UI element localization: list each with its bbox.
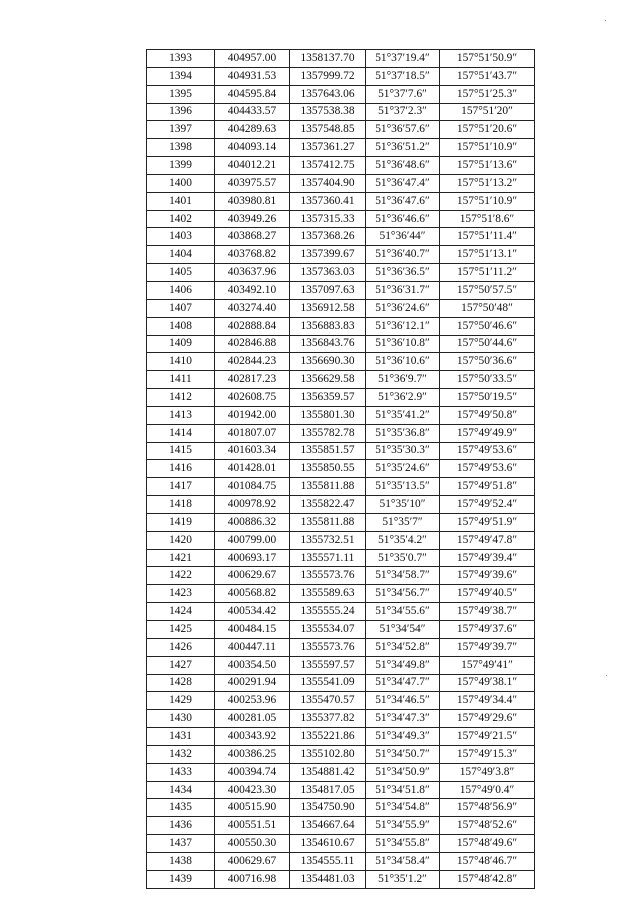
- longitude-cell: 157°49′29.6″: [440, 710, 535, 728]
- table-row: [147, 50, 535, 68]
- latitude-cell: 51°36′2.9″: [366, 389, 440, 407]
- x-coordinate-cell: 400281.05: [215, 710, 290, 728]
- longitude-cell: 157°50′36.6″: [440, 353, 535, 371]
- table-row: [147, 585, 535, 603]
- x-coordinate-cell: 400343.92: [215, 728, 290, 746]
- longitude-cell: 157°49′53.6″: [440, 460, 535, 478]
- point-number-cell: 1395: [147, 85, 215, 103]
- table-row: [147, 174, 535, 192]
- x-coordinate-cell: 400978.92: [215, 496, 290, 514]
- point-number-cell: 1397: [147, 121, 215, 139]
- latitude-cell: 51°36′47.4″: [366, 174, 440, 192]
- table-row: [147, 835, 535, 853]
- point-number-cell: 1432: [147, 745, 215, 763]
- longitude-cell: 157°51′11.4″: [440, 228, 535, 246]
- y-coordinate-cell: 1357360.41: [290, 192, 366, 210]
- point-number-cell: 1422: [147, 567, 215, 585]
- table-row: [147, 567, 535, 585]
- y-coordinate-cell: 1357643.06: [290, 85, 366, 103]
- table-row: [147, 406, 535, 424]
- point-number-cell: 1425: [147, 621, 215, 639]
- x-coordinate-cell: 404595.84: [215, 85, 290, 103]
- point-number-cell: 1430: [147, 710, 215, 728]
- table-row: [147, 674, 535, 692]
- table-row: [147, 424, 535, 442]
- latitude-cell: 51°34′52.8″: [366, 638, 440, 656]
- longitude-cell: 157°49′41″: [440, 656, 535, 674]
- longitude-cell: 157°51′11.2″: [440, 264, 535, 282]
- x-coordinate-cell: 400716.98: [215, 870, 290, 888]
- point-number-cell: 1393: [147, 50, 215, 68]
- table-row: [147, 692, 535, 710]
- longitude-cell: 157°50′57.5″: [440, 281, 535, 299]
- latitude-cell: 51°34′49.8″: [366, 656, 440, 674]
- latitude-cell: 51°34′56.7″: [366, 585, 440, 603]
- x-coordinate-cell: 400354.50: [215, 656, 290, 674]
- y-coordinate-cell: 1354817.05: [290, 781, 366, 799]
- y-coordinate-cell: 1355589.63: [290, 585, 366, 603]
- y-coordinate-cell: 1355555.24: [290, 603, 366, 621]
- x-coordinate-cell: 403949.26: [215, 210, 290, 228]
- table-row: [147, 710, 535, 728]
- y-coordinate-cell: 1356690.30: [290, 353, 366, 371]
- x-coordinate-cell: 400386.25: [215, 745, 290, 763]
- longitude-cell: 157°49′39.7″: [440, 638, 535, 656]
- longitude-cell: 157°51′10.9″: [440, 139, 535, 157]
- table-row: [147, 281, 535, 299]
- point-number-cell: 1402: [147, 210, 215, 228]
- point-number-cell: 1394: [147, 67, 215, 85]
- point-number-cell: 1408: [147, 317, 215, 335]
- point-number-cell: 1427: [147, 656, 215, 674]
- table-row: [147, 549, 535, 567]
- latitude-cell: 51°37′18.5″: [366, 67, 440, 85]
- y-coordinate-cell: 1354750.90: [290, 799, 366, 817]
- x-coordinate-cell: 404012.21: [215, 157, 290, 175]
- table-row: [147, 67, 535, 85]
- y-coordinate-cell: 1355102.80: [290, 745, 366, 763]
- x-coordinate-cell: 403637.96: [215, 264, 290, 282]
- point-number-cell: 1399: [147, 157, 215, 175]
- y-coordinate-cell: 1355801.30: [290, 406, 366, 424]
- latitude-cell: 51°36′40.7″: [366, 246, 440, 264]
- table-row: [147, 728, 535, 746]
- point-number-cell: 1437: [147, 835, 215, 853]
- table-row: [147, 121, 535, 139]
- longitude-cell: 157°49′34.4″: [440, 692, 535, 710]
- latitude-cell: 51°34′55.9″: [366, 817, 440, 835]
- table-row: [147, 299, 535, 317]
- latitude-cell: 51°36′10.8″: [366, 335, 440, 353]
- longitude-cell: 157°49′39.4″: [440, 549, 535, 567]
- latitude-cell: 51°36′31.7″: [366, 281, 440, 299]
- y-coordinate-cell: 1355377.82: [290, 710, 366, 728]
- point-number-cell: 1429: [147, 692, 215, 710]
- longitude-cell: 157°50′33.5″: [440, 371, 535, 389]
- longitude-cell: 157°51′13.1″: [440, 246, 535, 264]
- latitude-cell: 51°36′12.1″: [366, 317, 440, 335]
- latitude-cell: 51°34′51.8″: [366, 781, 440, 799]
- x-coordinate-cell: 400484.15: [215, 621, 290, 639]
- table-row: [147, 496, 535, 514]
- point-number-cell: 1419: [147, 513, 215, 531]
- latitude-cell: 51°35′7″: [366, 513, 440, 531]
- longitude-cell: 157°48′52.6″: [440, 817, 535, 835]
- point-number-cell: 1439: [147, 870, 215, 888]
- latitude-cell: 51°34′55.6″: [366, 603, 440, 621]
- table-row: [147, 817, 535, 835]
- latitude-cell: 51°35′13.5″: [366, 478, 440, 496]
- latitude-cell: 51°37′2.3″: [366, 103, 440, 121]
- y-coordinate-cell: 1355221.86: [290, 728, 366, 746]
- longitude-cell: 157°49′15.3″: [440, 745, 535, 763]
- x-coordinate-cell: 404433.57: [215, 103, 290, 121]
- latitude-cell: 51°34′46.5″: [366, 692, 440, 710]
- latitude-cell: 51°34′55.8″: [366, 835, 440, 853]
- longitude-cell: 157°51′13.6″: [440, 157, 535, 175]
- point-number-cell: 1398: [147, 139, 215, 157]
- longitude-cell: 157°51′20″: [440, 103, 535, 121]
- y-coordinate-cell: 1356843.76: [290, 335, 366, 353]
- longitude-cell: 157°51′25.3″: [440, 85, 535, 103]
- y-coordinate-cell: 1357399.67: [290, 246, 366, 264]
- x-coordinate-cell: 400693.17: [215, 549, 290, 567]
- x-coordinate-cell: 404093.14: [215, 139, 290, 157]
- latitude-cell: 51°36′47.6″: [366, 192, 440, 210]
- latitude-cell: 51°37′7.6″: [366, 85, 440, 103]
- point-number-cell: 1435: [147, 799, 215, 817]
- point-number-cell: 1412: [147, 389, 215, 407]
- latitude-cell: 51°35′41.2″: [366, 406, 440, 424]
- latitude-cell: 51°34′58.7″: [366, 567, 440, 585]
- point-number-cell: 1434: [147, 781, 215, 799]
- table-row: [147, 763, 535, 781]
- y-coordinate-cell: 1356629.58: [290, 371, 366, 389]
- point-number-cell: 1438: [147, 852, 215, 870]
- longitude-cell: 157°49′0.4″: [440, 781, 535, 799]
- y-coordinate-cell: 1357097.63: [290, 281, 366, 299]
- latitude-cell: 51°36′51.2″: [366, 139, 440, 157]
- longitude-cell: 157°50′19.5″: [440, 389, 535, 407]
- point-number-cell: 1424: [147, 603, 215, 621]
- y-coordinate-cell: 1354881.42: [290, 763, 366, 781]
- table-row: [147, 103, 535, 121]
- x-coordinate-cell: 403975.57: [215, 174, 290, 192]
- longitude-cell: 157°50′46.6″: [440, 317, 535, 335]
- point-number-cell: 1426: [147, 638, 215, 656]
- table-row: [147, 513, 535, 531]
- y-coordinate-cell: 1355822.47: [290, 496, 366, 514]
- table-row: [147, 157, 535, 175]
- y-coordinate-cell: 1357368.26: [290, 228, 366, 246]
- x-coordinate-cell: 404289.63: [215, 121, 290, 139]
- x-coordinate-cell: 400291.94: [215, 674, 290, 692]
- longitude-cell: 157°51′8.6″: [440, 210, 535, 228]
- point-number-cell: 1396: [147, 103, 215, 121]
- point-number-cell: 1411: [147, 371, 215, 389]
- table-row: [147, 852, 535, 870]
- longitude-cell: 157°49′37.6″: [440, 621, 535, 639]
- table-row: [147, 870, 535, 888]
- coordinates-table: [146, 49, 535, 889]
- table-row: [147, 799, 535, 817]
- y-coordinate-cell: 1357363.03: [290, 264, 366, 282]
- table-row: [147, 603, 535, 621]
- x-coordinate-cell: 404931.53: [215, 67, 290, 85]
- longitude-cell: 157°49′47.8″: [440, 531, 535, 549]
- x-coordinate-cell: 400629.67: [215, 567, 290, 585]
- x-coordinate-cell: 402844.23: [215, 353, 290, 371]
- point-number-cell: 1416: [147, 460, 215, 478]
- latitude-cell: 51°36′9.7″: [366, 371, 440, 389]
- y-coordinate-cell: 1354667.64: [290, 817, 366, 835]
- y-coordinate-cell: 1357999.72: [290, 67, 366, 85]
- table-row: [147, 656, 535, 674]
- y-coordinate-cell: 1357315.33: [290, 210, 366, 228]
- y-coordinate-cell: 1355851.57: [290, 442, 366, 460]
- x-coordinate-cell: 402817.23: [215, 371, 290, 389]
- y-coordinate-cell: 1357404.90: [290, 174, 366, 192]
- latitude-cell: 51°34′50.7″: [366, 745, 440, 763]
- table-row: [147, 353, 535, 371]
- x-coordinate-cell: 401942.00: [215, 406, 290, 424]
- y-coordinate-cell: 1354481.03: [290, 870, 366, 888]
- latitude-cell: 51°35′10″: [366, 496, 440, 514]
- x-coordinate-cell: 401603.34: [215, 442, 290, 460]
- latitude-cell: 51°34′50.9″: [366, 763, 440, 781]
- point-number-cell: 1400: [147, 174, 215, 192]
- x-coordinate-cell: 402846.88: [215, 335, 290, 353]
- table-row: [147, 246, 535, 264]
- y-coordinate-cell: 1354610.67: [290, 835, 366, 853]
- latitude-cell: 51°34′54″: [366, 621, 440, 639]
- longitude-cell: 157°49′3.8″: [440, 763, 535, 781]
- longitude-cell: 157°51′10.9″: [440, 192, 535, 210]
- table-row: [147, 317, 535, 335]
- point-number-cell: 1436: [147, 817, 215, 835]
- point-number-cell: 1403: [147, 228, 215, 246]
- table-row: [147, 460, 535, 478]
- y-coordinate-cell: 1355732.51: [290, 531, 366, 549]
- y-coordinate-cell: 1355597.57: [290, 656, 366, 674]
- longitude-cell: 157°49′49.9″: [440, 424, 535, 442]
- table-row: [147, 442, 535, 460]
- longitude-cell: 157°49′53.6″: [440, 442, 535, 460]
- table-row: [147, 139, 535, 157]
- x-coordinate-cell: 401428.01: [215, 460, 290, 478]
- y-coordinate-cell: 1355470.57: [290, 692, 366, 710]
- point-number-cell: 1405: [147, 264, 215, 282]
- table-row: [147, 85, 535, 103]
- y-coordinate-cell: 1355782.78: [290, 424, 366, 442]
- point-number-cell: 1409: [147, 335, 215, 353]
- y-coordinate-cell: 1356883.83: [290, 317, 366, 335]
- x-coordinate-cell: 400394.74: [215, 763, 290, 781]
- x-coordinate-cell: 403492.10: [215, 281, 290, 299]
- longitude-cell: 157°51′20.6″: [440, 121, 535, 139]
- longitude-cell: 157°48′42.8″: [440, 870, 535, 888]
- point-number-cell: 1415: [147, 442, 215, 460]
- latitude-cell: 51°36′46.6″: [366, 210, 440, 228]
- latitude-cell: 51°34′47.3″: [366, 710, 440, 728]
- y-coordinate-cell: 1355811.88: [290, 513, 366, 531]
- point-number-cell: 1414: [147, 424, 215, 442]
- table-row: [147, 621, 535, 639]
- longitude-cell: 157°49′21.5″: [440, 728, 535, 746]
- longitude-cell: 157°49′52.4″: [440, 496, 535, 514]
- y-coordinate-cell: 1357548.85: [290, 121, 366, 139]
- x-coordinate-cell: 403274.40: [215, 299, 290, 317]
- table-row: [147, 745, 535, 763]
- point-number-cell: 1420: [147, 531, 215, 549]
- point-number-cell: 1423: [147, 585, 215, 603]
- longitude-cell: 157°51′43.7″: [440, 67, 535, 85]
- x-coordinate-cell: 403768.82: [215, 246, 290, 264]
- latitude-cell: 51°35′4.2″: [366, 531, 440, 549]
- longitude-cell: 157°51′50.9″: [440, 50, 535, 68]
- point-number-cell: 1407: [147, 299, 215, 317]
- y-coordinate-cell: 1355573.76: [290, 567, 366, 585]
- longitude-cell: 157°49′40.5″: [440, 585, 535, 603]
- point-number-cell: 1410: [147, 353, 215, 371]
- table-row: [147, 228, 535, 246]
- latitude-cell: 51°35′1.2″: [366, 870, 440, 888]
- x-coordinate-cell: 400253.96: [215, 692, 290, 710]
- longitude-cell: 157°48′49.6″: [440, 835, 535, 853]
- x-coordinate-cell: 400423.30: [215, 781, 290, 799]
- x-coordinate-cell: 402608.75: [215, 389, 290, 407]
- x-coordinate-cell: 400629.67: [215, 852, 290, 870]
- longitude-cell: 157°48′46.7″: [440, 852, 535, 870]
- latitude-cell: 51°34′58.4″: [366, 852, 440, 870]
- latitude-cell: 51°35′36.8″: [366, 424, 440, 442]
- table-row: [147, 389, 535, 407]
- table-row: [147, 371, 535, 389]
- longitude-cell: 157°49′39.6″: [440, 567, 535, 585]
- table-row: [147, 781, 535, 799]
- latitude-cell: 51°35′0.7″: [366, 549, 440, 567]
- y-coordinate-cell: 1354555.11: [290, 852, 366, 870]
- longitude-cell: 157°51′13.2″: [440, 174, 535, 192]
- latitude-cell: 51°36′36.5″: [366, 264, 440, 282]
- x-coordinate-cell: 404957.00: [215, 50, 290, 68]
- table-row: [147, 478, 535, 496]
- latitude-cell: 51°36′48.6″: [366, 157, 440, 175]
- y-coordinate-cell: 1355573.76: [290, 638, 366, 656]
- longitude-cell: 157°48′56.9″: [440, 799, 535, 817]
- latitude-cell: 51°36′10.6″: [366, 353, 440, 371]
- y-coordinate-cell: 1358137.70: [290, 50, 366, 68]
- scan-speck: [605, 20, 606, 21]
- x-coordinate-cell: 402888.84: [215, 317, 290, 335]
- point-number-cell: 1421: [147, 549, 215, 567]
- point-number-cell: 1417: [147, 478, 215, 496]
- point-number-cell: 1404: [147, 246, 215, 264]
- latitude-cell: 51°35′30.3″: [366, 442, 440, 460]
- coordinates-table-body: [147, 50, 535, 889]
- table-row: [147, 210, 535, 228]
- y-coordinate-cell: 1356359.57: [290, 389, 366, 407]
- point-number-cell: 1406: [147, 281, 215, 299]
- longitude-cell: 157°50′48″: [440, 299, 535, 317]
- latitude-cell: 51°37′19.4″: [366, 50, 440, 68]
- x-coordinate-cell: 400447.11: [215, 638, 290, 656]
- point-number-cell: 1413: [147, 406, 215, 424]
- table-row: [147, 335, 535, 353]
- point-number-cell: 1401: [147, 192, 215, 210]
- table-row: [147, 192, 535, 210]
- longitude-cell: 157°49′38.1″: [440, 674, 535, 692]
- table-row: [147, 531, 535, 549]
- scan-speck: [606, 675, 607, 676]
- x-coordinate-cell: 400550.30: [215, 835, 290, 853]
- y-coordinate-cell: 1355811.88: [290, 478, 366, 496]
- point-number-cell: 1418: [147, 496, 215, 514]
- x-coordinate-cell: 401807.07: [215, 424, 290, 442]
- latitude-cell: 51°36′44″: [366, 228, 440, 246]
- x-coordinate-cell: 403868.27: [215, 228, 290, 246]
- longitude-cell: 157°49′50.8″: [440, 406, 535, 424]
- x-coordinate-cell: 401084.75: [215, 478, 290, 496]
- longitude-cell: 157°49′51.9″: [440, 513, 535, 531]
- longitude-cell: 157°49′51.8″: [440, 478, 535, 496]
- y-coordinate-cell: 1356912.58: [290, 299, 366, 317]
- x-coordinate-cell: 400568.82: [215, 585, 290, 603]
- point-number-cell: 1428: [147, 674, 215, 692]
- y-coordinate-cell: 1355541.09: [290, 674, 366, 692]
- latitude-cell: 51°34′49.3″: [366, 728, 440, 746]
- x-coordinate-cell: 400886.32: [215, 513, 290, 531]
- latitude-cell: 51°35′24.6″: [366, 460, 440, 478]
- y-coordinate-cell: 1355850.55: [290, 460, 366, 478]
- table-row: [147, 638, 535, 656]
- y-coordinate-cell: 1355571.11: [290, 549, 366, 567]
- x-coordinate-cell: 400534.42: [215, 603, 290, 621]
- latitude-cell: 51°34′47.7″: [366, 674, 440, 692]
- x-coordinate-cell: 403980.81: [215, 192, 290, 210]
- longitude-cell: 157°50′44.6″: [440, 335, 535, 353]
- latitude-cell: 51°36′57.6″: [366, 121, 440, 139]
- y-coordinate-cell: 1355534.07: [290, 621, 366, 639]
- table-row: [147, 264, 535, 282]
- y-coordinate-cell: 1357361.27: [290, 139, 366, 157]
- latitude-cell: 51°34′54.8″: [366, 799, 440, 817]
- x-coordinate-cell: 400515.90: [215, 799, 290, 817]
- x-coordinate-cell: 400551.51: [215, 817, 290, 835]
- x-coordinate-cell: 400799.00: [215, 531, 290, 549]
- longitude-cell: 157°49′38.7″: [440, 603, 535, 621]
- point-number-cell: 1433: [147, 763, 215, 781]
- point-number-cell: 1431: [147, 728, 215, 746]
- y-coordinate-cell: 1357538.38: [290, 103, 366, 121]
- y-coordinate-cell: 1357412.75: [290, 157, 366, 175]
- latitude-cell: 51°36′24.6″: [366, 299, 440, 317]
